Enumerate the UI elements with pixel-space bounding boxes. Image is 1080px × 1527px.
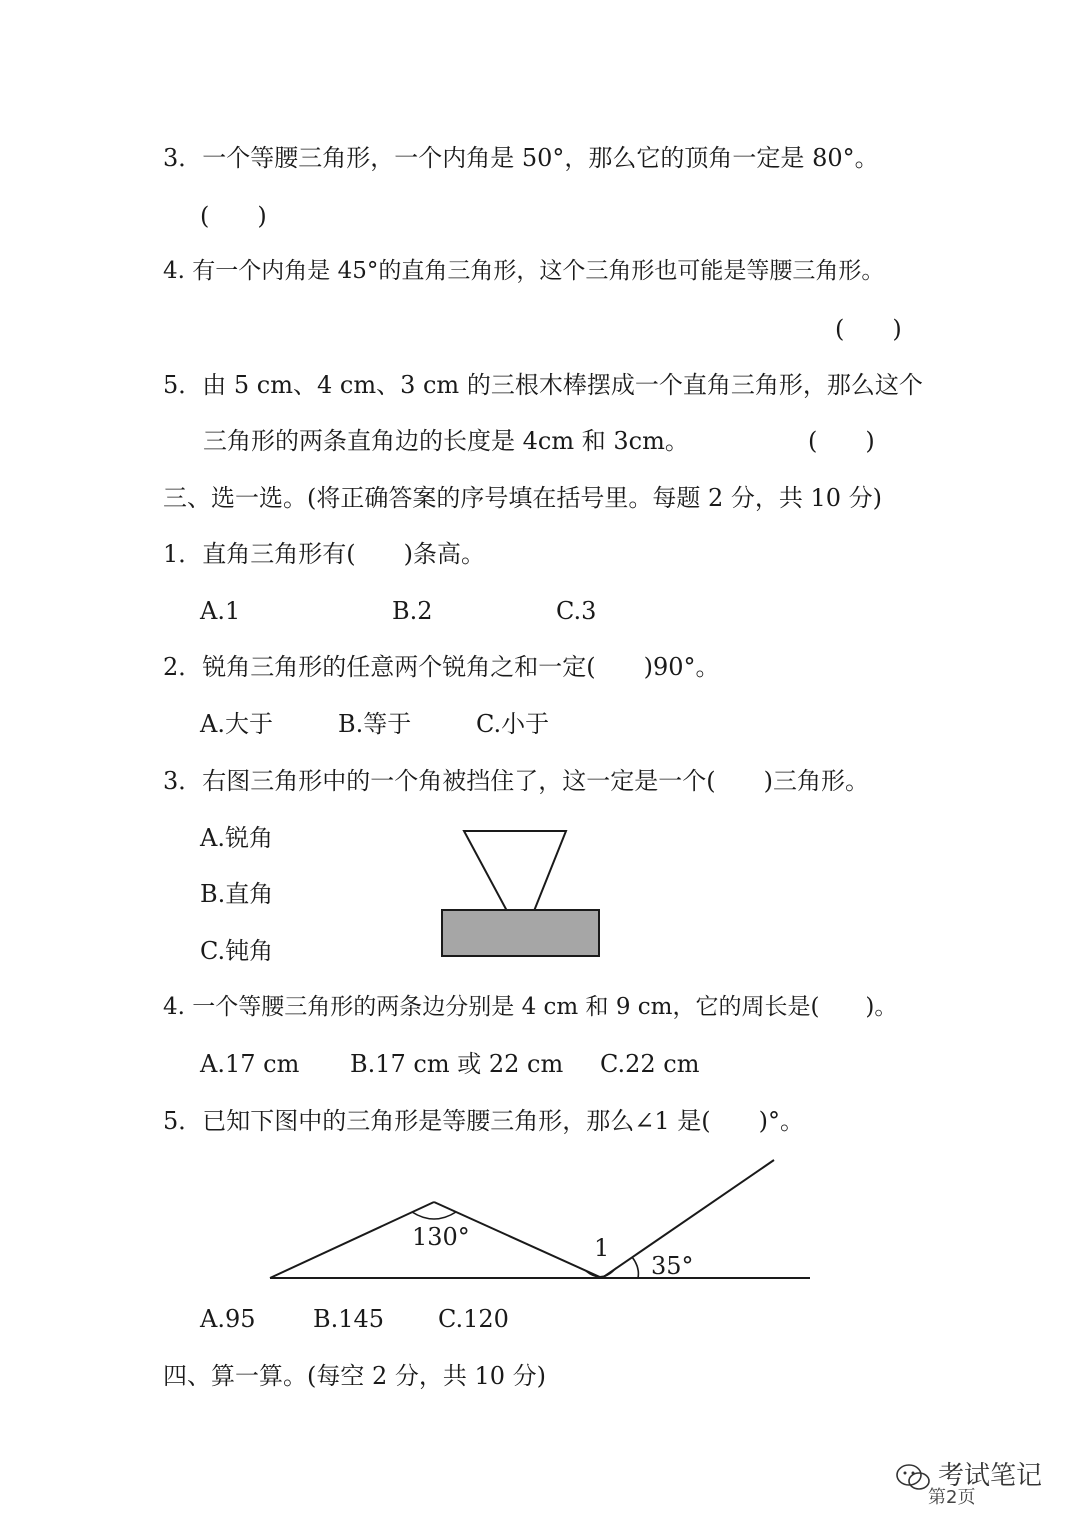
choice-q5-text: 5．已知下图中的三角形是等腰三角形，那么∠1 是( )°。 [163,1107,805,1135]
angle-35-label: 35° [651,1252,694,1280]
choice-q2-text: 2．锐角三角形的任意两个锐角之和一定( )90°。 [163,653,720,681]
choice-q1-option-a[interactable]: A.1 [200,597,241,625]
judge-q5-answer-bracket[interactable]: ( ) [808,427,875,455]
choice-q3-option-a[interactable]: A.锐角 [200,824,273,852]
angle-35-arc [632,1257,638,1278]
apex-angle-arc [412,1212,456,1219]
judge-q3-answer-bracket[interactable]: ( ) [200,202,267,230]
covering-block [442,910,599,956]
judge-q5-text-line1: 5．由 5 cm、4 cm、3 cm 的三根木棒摆成一个直角三角形，那么这个 [163,371,923,399]
angle1-label: 1 [594,1234,610,1262]
choice-q2-option-a[interactable]: A.大于 [200,710,273,738]
judge-q3-text: 3．一个等腰三角形，一个内角是 50°，那么它的顶角一定是 80°。 [163,144,879,172]
wechat-logo-icon [895,1463,931,1493]
choice-q4-option-b[interactable]: B.17 cm 或 22 cm [350,1050,564,1078]
judge-q5-text-line2: 三角形的两条直角边的长度是 4cm 和 3cm。 [203,427,689,455]
choice-q1-option-c[interactable]: C.3 [556,597,597,625]
isosceles-triangle-angle-figure [260,1150,820,1290]
choice-q4-option-a[interactable]: A.17 cm [200,1050,300,1078]
choice-q3-text: 3．右图三角形中的一个角被挡住了，这一定是一个( )三角形。 [163,767,869,795]
choice-q1-text: 1．直角三角形有( )条高。 [163,540,485,568]
choice-q4-text: 4. 一个等腰三角形的两条边分别是 4 cm 和 9 cm，它的周长是( )。 [163,994,898,1020]
choice-q5-option-c[interactable]: C.120 [438,1305,509,1333]
section4-heading: 四、算一算。(每空 2 分，共 10 分) [163,1362,547,1390]
triangle-visible-part [464,831,566,911]
choice-q3-option-b[interactable]: B.直角 [200,880,274,908]
choice-q2-option-b[interactable]: B.等于 [338,710,412,738]
choice-q5-option-a[interactable]: A.95 [200,1305,256,1333]
choice-q5-option-b[interactable]: B.145 [313,1305,385,1333]
choice-q3-option-c[interactable]: C.钝角 [200,937,274,965]
watermark-text: 考试笔记 [938,1461,1043,1491]
apex-angle-label: 130° [412,1223,470,1251]
judge-q4-text: 4. 有一个内角是 45°的直角三角形，这个三角形也可能是等腰三角形。 [163,258,885,284]
hidden-angle-triangle-figure [430,820,610,970]
choice-q2-option-c[interactable]: C.小于 [476,710,550,738]
section3-heading: 三、选一选。(将正确答案的序号填在括号里。每题 2 分，共 10 分) [163,484,883,512]
triangle-left-side [270,1202,434,1278]
choice-q1-option-b[interactable]: B.2 [392,597,433,625]
page-number: 第2页 [928,1487,976,1508]
choice-q4-option-c[interactable]: C.22 cm [600,1050,700,1078]
judge-q4-answer-bracket[interactable]: ( ) [835,315,902,343]
